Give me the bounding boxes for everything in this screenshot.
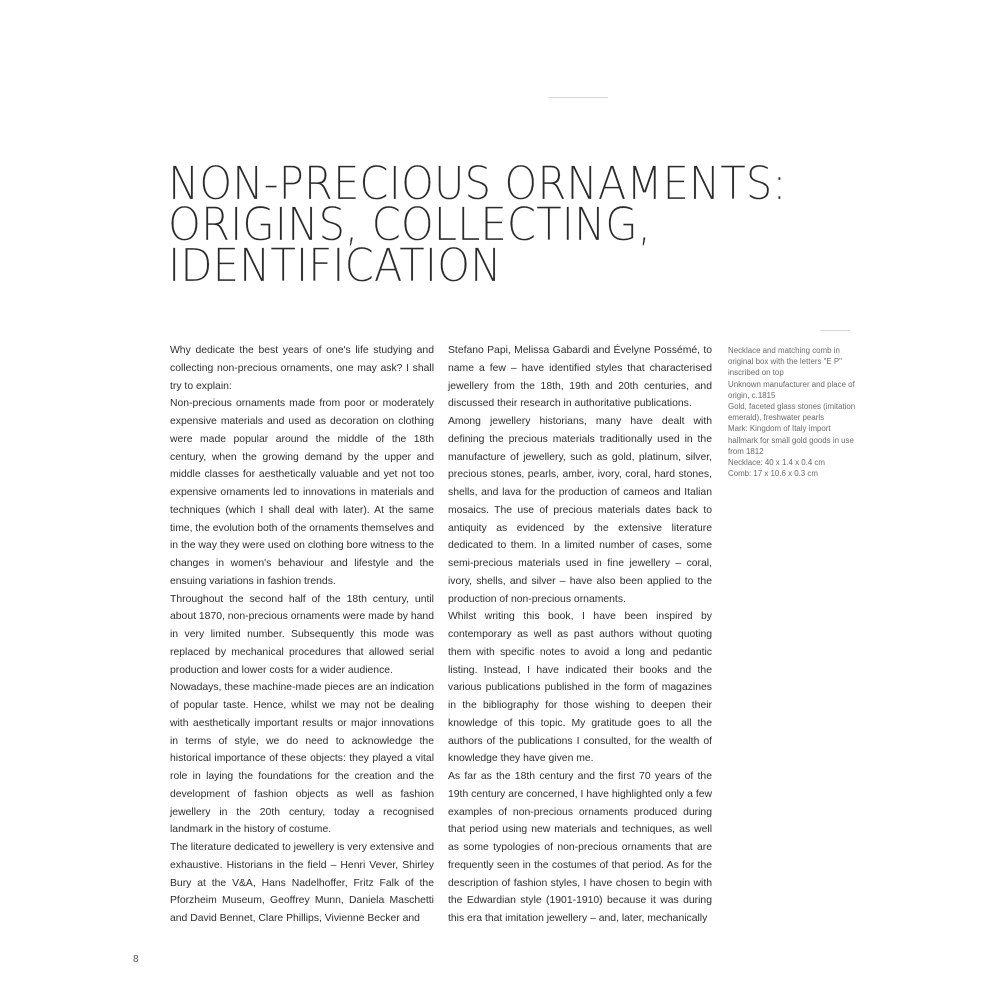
middle-text-column [448,342,712,928]
left-text-column [170,342,434,928]
image-caption [728,345,856,479]
chapter-title [168,157,787,292]
caption-line: Gold, faceted glass stones (imitation emerald), freshwater pearls [728,402,856,423]
caption-line: Comb: 17 x 10.6 x 0.3 cm [728,469,818,479]
paragraph: Why dedicate the best years of one's life studying and collecting non-precious ornaments, one may ask? I shall try to explain: [170,345,434,392]
paragraph: Throughout the second half of the 18th century, until about 1870, non-precious ornaments were made by hand in very limited number. Subsequently this mode was replaced by mechanical procedures that allowed serial production and lower costs for a wider audience. [170,593,434,676]
title-line-3: IDENTIFICATION [168,239,502,292]
caption-line: Mark: Kingdom of Italy import hallmark for small gold goods in use from 1812 [728,424,854,456]
paragraph: As far as the 18th century and the first 70 years of the 19th century are concerned, I have highlighted only a few examples of non-precious ornaments produced during that period using new materials and techniques, as well as some typologies of non-precious ornaments that are frequently seen in the costumes of that period. As for the description of fashion styles, I have chosen to begin with the Edwardian style (1901-1910) because it was during this era that imitation jewellery – and, later, mechanically [448,771,712,924]
caption-line: Necklace: 40 x 1.4 x 0.4 cm [728,458,825,468]
paragraph: Stefano Papi, Melissa Gabardi and Évelyne Possémé, to name a few – have identified styles that characterised jewellery from the 18th, 19th and 20th centuries, and discussed their research in authoritative publications. [448,345,712,410]
title-line-1: NON-PRECIOUS ORNAMENTS: [168,157,787,210]
title-line-2: ORIGINS, COLLECTING, [168,198,652,251]
paragraph: Nowadays, these machine-made pieces are an indication of popular taste. Hence, whilst we may not be dealing with aesthetically important results or major innovations in terms of style, we do need to acknowledge the historical importance of these objects: they played a vital role in laying the foundations for the creation and the development of fashion objects as well as fashion jewellery in the 20th century, today a recognised landmark in the history of costume. [170,682,434,836]
page-number: 8 [133,954,139,965]
paragraph: Among jewellery historians, many have dealt with defining the precious materials traditionally used in the manufacture of jewellery, such as gold, platinum, silver, precious stones, pearls, amber, ivory, coral, hard stones, shells, and lava for the production of cameos and Italian mosaics. The use of precious materials dates back to antiquity as evidenced by the extensive literature dedicated to them. In a limited number of cases, some semi-precious materials used in fine jewellery – coral, ivory, shells, and silver – have also been applied to the production of non-precious ornaments. [448,416,712,605]
scan-speck [820,330,850,331]
paragraph: Non-precious ornaments made from poor or moderately expensive materials and used as decoration on clothing were made popular around the middle of the 18th century, when the growing demand by the upper and middle classes for aesthetically valuable and yet not too expensive ornaments led to innovations in materials and techniques (which I shall deal with later). At the same time, the evolution both of the ornaments themselves and in the way they were used on clothing bore witness to the changes in women's behaviour and lifestyle and the ensuing variations in fashion trends. [170,398,434,587]
caption-line: Necklace and matching comb in original box with the letters "E P" inscribed on top [728,346,842,378]
caption-line: Unknown manufacturer and place of origin, c.1815 [728,379,855,400]
scan-speck [548,97,608,98]
paragraph: Whilst writing this book, I have been inspired by contemporary as well as past authors without quoting them with specific notes to avoid a long and pedantic listing. Instead, I have indicated their books and the various publications published in the form of magazines in the bibliography for those wishing to deepen their knowledge of this topic. My gratitude goes to all the authors of the publications I consulted, for the wealth of knowledge they have given me. [448,611,712,765]
paragraph: The literature dedicated to jewellery is very extensive and exhaustive. Historians in the field – Henri Vever, Shirley Bury at the V&A, Hans Nadelhoffer, Fritz Falk of the Pforzheim Museum, Geoffrey Munn, Daniela Maschetti and David Bennet, Clare Phillips, Vivienne Becker and [170,842,434,924]
